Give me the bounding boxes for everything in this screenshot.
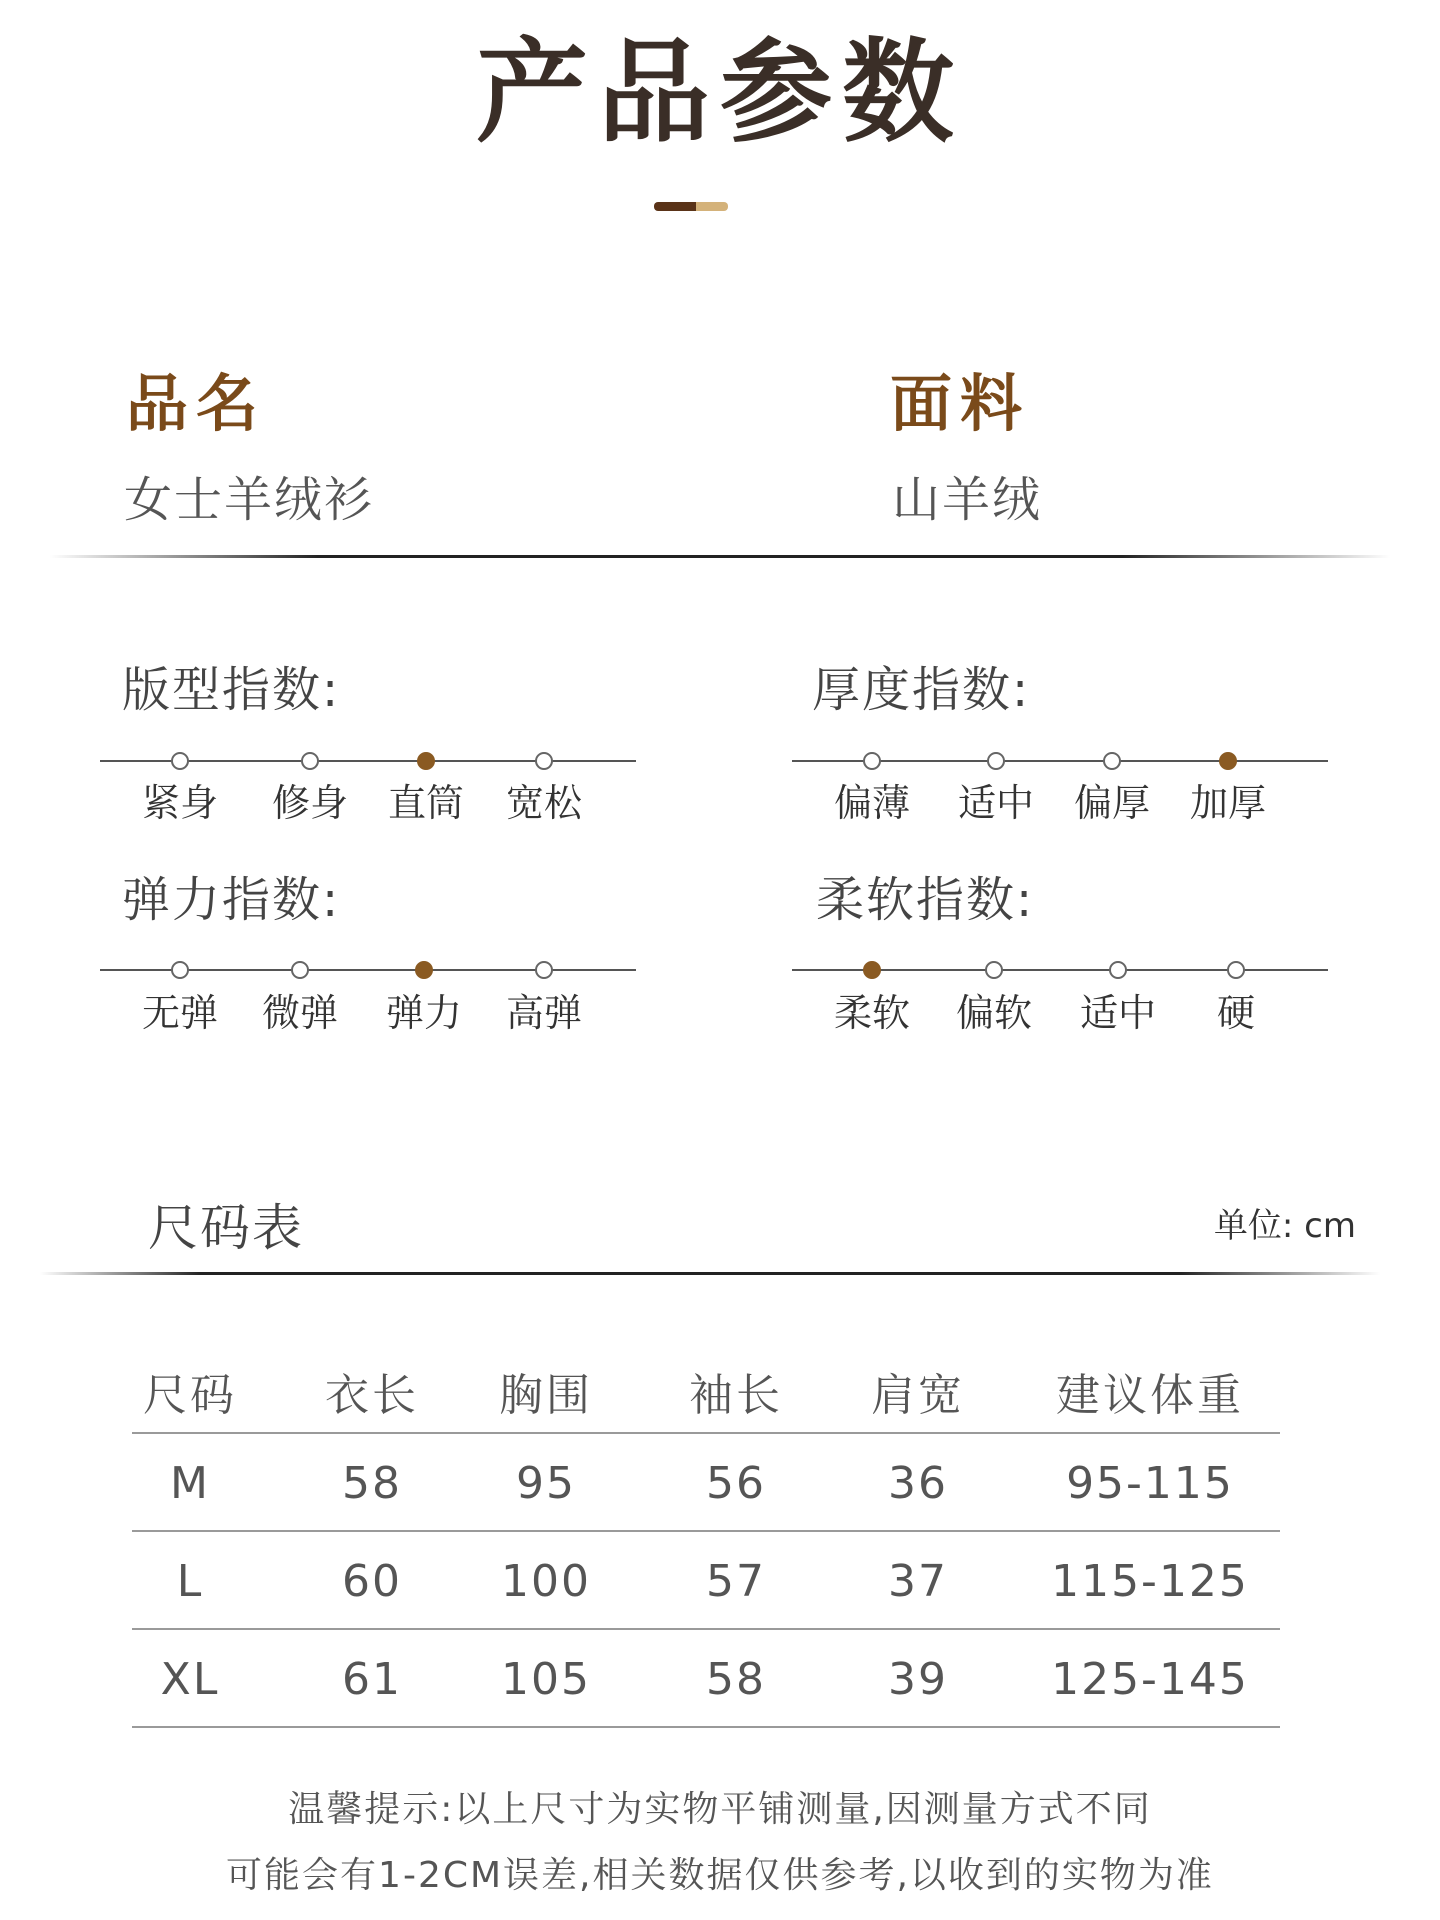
index-option-label: 适中 — [957, 781, 1034, 825]
tip-line-1: 温馨提示:以上尺寸为实物平铺测量,因测量方式不同 — [288, 1789, 1152, 1830]
table-cell: 37 — [888, 1556, 948, 1607]
table-cell: 95-115 — [1066, 1458, 1234, 1509]
table-cell: 36 — [888, 1458, 948, 1509]
index-dot — [985, 961, 1003, 979]
accent-light-segment — [696, 202, 728, 211]
table-cell: 39 — [888, 1654, 948, 1705]
index-dot-selected — [415, 961, 433, 979]
index-option-label: 柔软 — [833, 991, 910, 1035]
table-cell: 60 — [342, 1556, 402, 1607]
index-option-label: 无弹 — [141, 991, 218, 1035]
index-dot — [291, 961, 309, 979]
index-dot — [1227, 961, 1245, 979]
index-dot-selected — [417, 752, 435, 770]
table-cell: 115-125 — [1051, 1556, 1249, 1607]
table-cell: 58 — [706, 1654, 766, 1705]
fabric-value: 山羊绒 — [892, 472, 1043, 528]
unit-label: 单位: cm — [1213, 1206, 1356, 1246]
table-cell: 58 — [342, 1458, 402, 1509]
table-row-divider — [132, 1432, 1280, 1434]
table-cell: 61 — [342, 1654, 402, 1705]
index-dot — [1109, 961, 1127, 979]
table-header-cell: 袖长 — [689, 1370, 783, 1421]
page-title: 产品参数 — [476, 28, 964, 158]
index-dot — [863, 752, 881, 770]
table-row-divider — [132, 1726, 1280, 1728]
index-option-label: 直筒 — [387, 781, 464, 825]
fabric-label: 面料 — [890, 367, 1031, 440]
index-option-label: 偏厚 — [1073, 781, 1150, 825]
index-dot — [535, 752, 553, 770]
table-cell: 56 — [706, 1458, 766, 1509]
index-dot — [987, 752, 1005, 770]
index-option-label: 加厚 — [1189, 781, 1266, 825]
index-option-label: 紧身 — [141, 781, 218, 825]
table-cell: 125-145 — [1051, 1654, 1249, 1705]
index-dot — [301, 752, 319, 770]
index-dot-selected — [1219, 752, 1237, 770]
table-header-cell: 衣长 — [325, 1370, 419, 1421]
index-dot — [171, 961, 189, 979]
table-row-divider — [132, 1530, 1280, 1532]
index-title: 柔软指数: — [816, 872, 1035, 928]
index-option-label: 适中 — [1079, 991, 1156, 1035]
divider-size-chart — [40, 1272, 1380, 1275]
table-cell: M — [170, 1458, 210, 1509]
index-option-label: 微弹 — [261, 991, 338, 1035]
index-option-label: 宽松 — [505, 781, 582, 825]
size-chart-title: 尺码表 — [148, 1199, 304, 1257]
index-dot — [1103, 752, 1121, 770]
table-cell: 100 — [501, 1556, 591, 1607]
index-title: 弹力指数: — [122, 872, 341, 928]
table-cell: 105 — [501, 1654, 591, 1705]
table-row-divider — [132, 1628, 1280, 1630]
index-dot-selected — [863, 961, 881, 979]
name-value: 女士羊绒衫 — [124, 472, 375, 528]
table-header-cell: 尺码 — [143, 1370, 237, 1421]
table-header-cell: 建议体重 — [1056, 1370, 1244, 1421]
table-cell: XL — [160, 1654, 220, 1705]
index-option-label: 偏软 — [955, 991, 1032, 1035]
index-dot — [171, 752, 189, 770]
table-header-cell: 胸围 — [499, 1370, 593, 1421]
index-title: 版型指数: — [122, 662, 341, 718]
table-cell: 95 — [516, 1458, 576, 1509]
index-title: 厚度指数: — [812, 662, 1031, 718]
title-underline-accent — [654, 202, 728, 211]
tip-line-2: 可能会有1-2CM误差,相关数据仅供参考,以收到的实物为准 — [226, 1855, 1214, 1896]
index-dot — [535, 961, 553, 979]
accent-dark-segment — [654, 202, 696, 211]
index-option-label: 高弹 — [505, 991, 582, 1035]
name-label: 品名 — [126, 367, 267, 440]
table-cell: 57 — [706, 1556, 766, 1607]
index-option-label: 硬 — [1216, 991, 1255, 1035]
divider-basic — [50, 555, 1390, 558]
index-option-label: 弹力 — [385, 991, 462, 1035]
index-option-label: 修身 — [271, 781, 348, 825]
table-cell: L — [176, 1556, 204, 1607]
index-option-label: 偏薄 — [833, 781, 910, 825]
table-header-cell: 肩宽 — [871, 1370, 965, 1421]
